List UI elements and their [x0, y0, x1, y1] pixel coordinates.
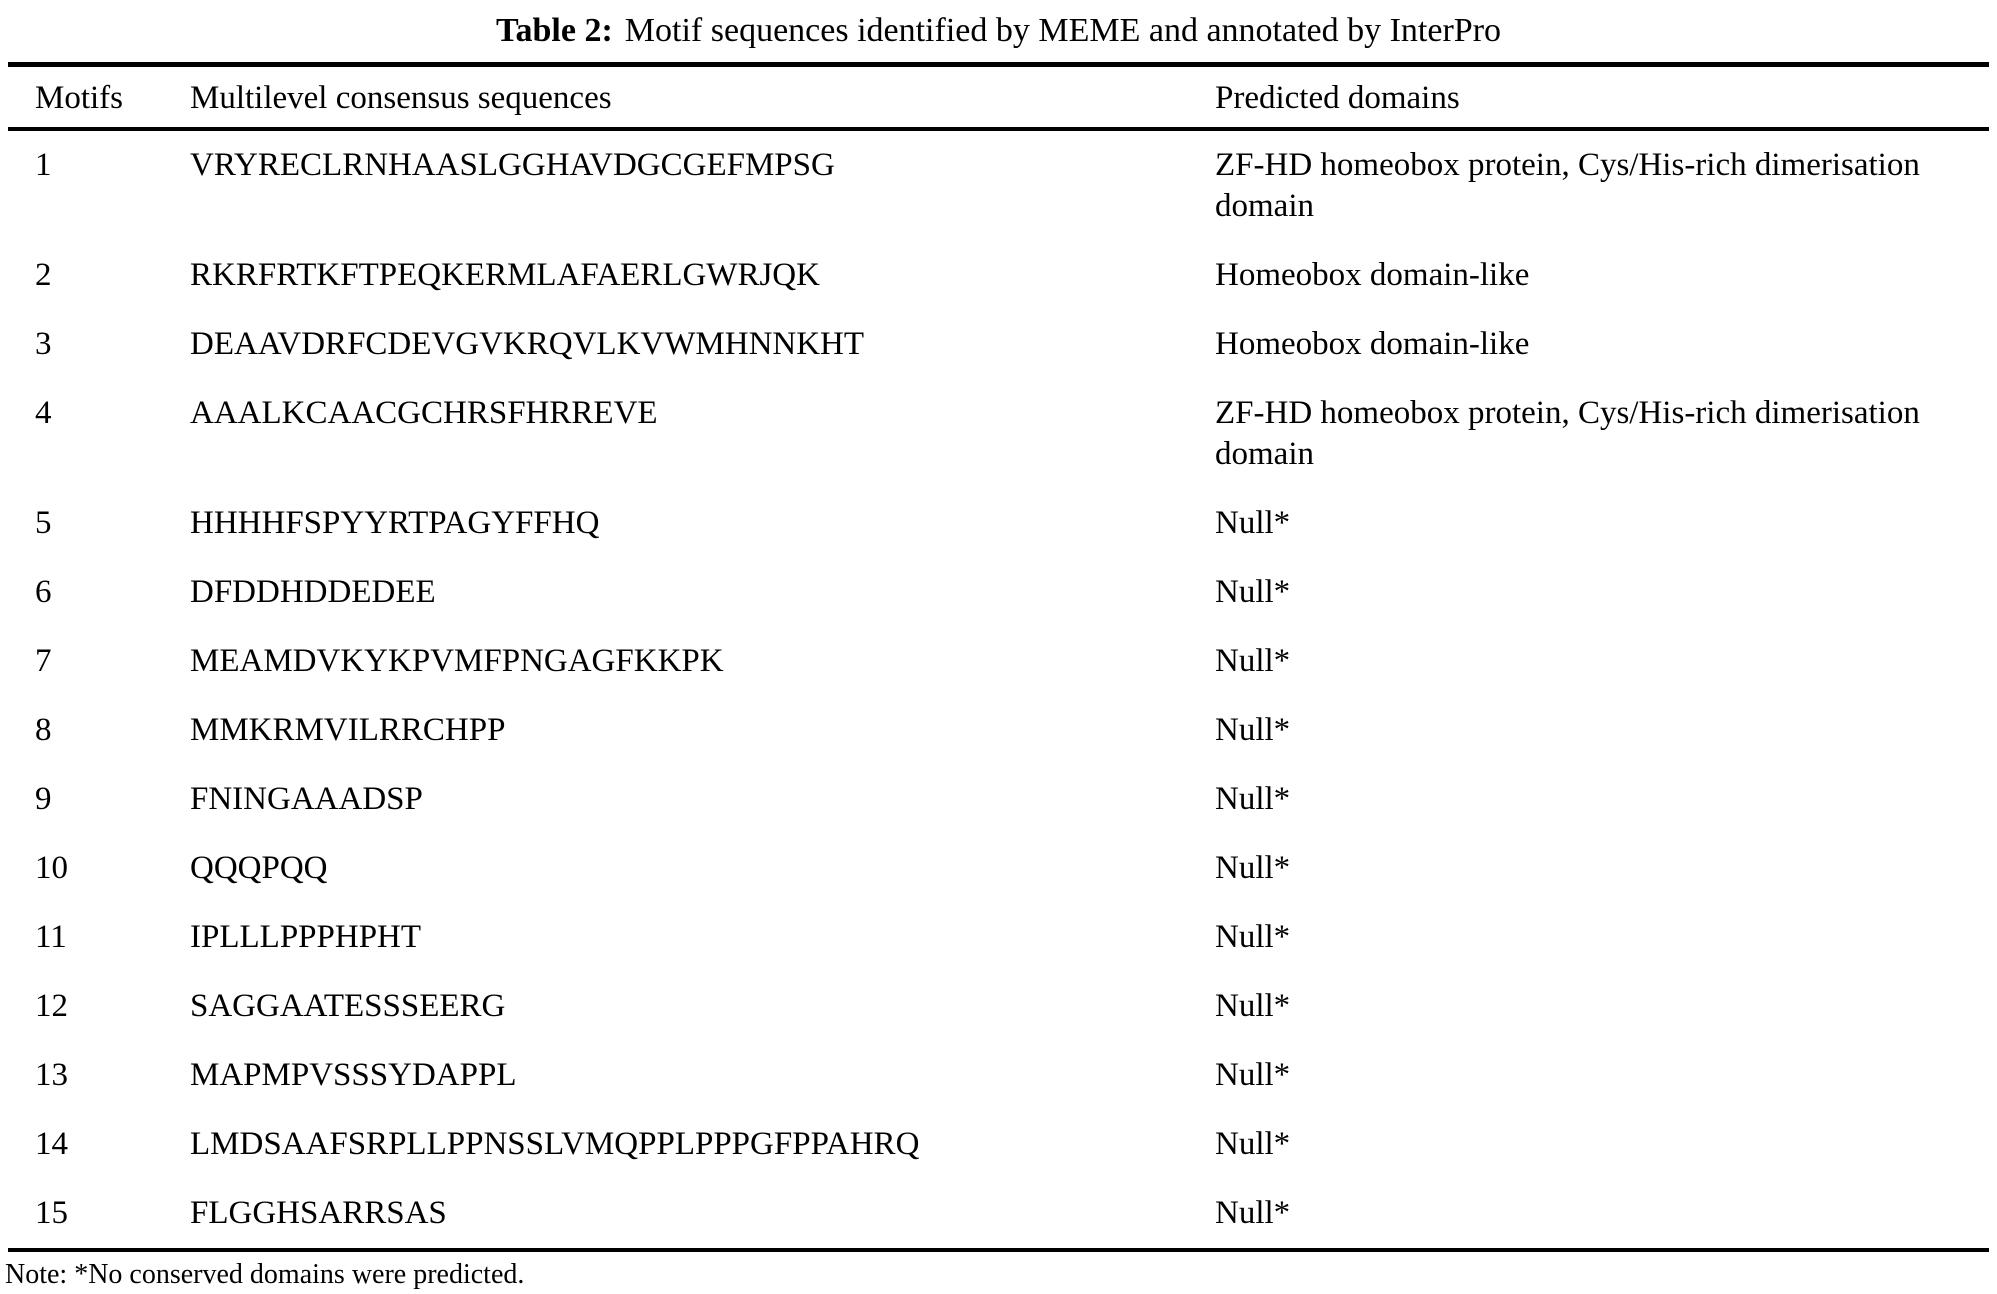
domain-cell: Null* [1215, 643, 1291, 679]
domain-cell: Null* [1215, 781, 1291, 817]
domain-cell: Null* [1215, 850, 1291, 886]
domain-cell: Null* [1215, 712, 1291, 748]
domain-cell: Null* [1215, 919, 1291, 955]
sequence-cell: LMDSAAFSRPLLPPNSSLVMQPPLPPPGFPPAHRQ [190, 1126, 920, 1162]
table-note: Note: *No conserved domains were predicted. [5, 1259, 525, 1290]
table-row [8, 379, 1989, 489]
table-row [8, 834, 1989, 903]
sequence-cell: MEAMDVKYKPVMFPNGAGFKKPK [190, 643, 724, 679]
table-row [8, 627, 1989, 696]
motif-number-cell: 9 [35, 781, 52, 817]
sequence-cell: FLGGHSARRSAS [190, 1195, 447, 1231]
sequence-cell: DEAAVDRFCDEVGVKRQVLKVWMHNNKHT [190, 326, 865, 362]
motif-number-cell: 15 [35, 1195, 68, 1231]
header-motifs: Motifs [35, 80, 124, 116]
table-row [8, 310, 1989, 379]
domain-cell: Null* [1215, 505, 1291, 541]
motif-number-cell: 2 [35, 257, 52, 293]
sequence-cell: MMKRMVILRRCHPP [190, 712, 506, 748]
motif-table [8, 62, 1989, 1252]
motif-number-cell: 8 [35, 712, 52, 748]
domain-cell: Homeobox domain-like [1215, 257, 1530, 293]
header-sequences: Multilevel consensus sequences [190, 80, 612, 116]
domain-cell: ZF-HD homeobox protein, Cys/His-rich dimerisation domain [1215, 395, 1920, 472]
domain-cell: Null* [1215, 988, 1291, 1024]
domain-cell: Null* [1215, 1195, 1291, 1231]
motif-number-cell: 1 [35, 147, 52, 183]
table-row [8, 696, 1989, 765]
table-row [8, 129, 1989, 241]
table-caption-label: Table 2: [495, 12, 613, 49]
motif-number-cell: 6 [35, 574, 52, 610]
motif-number-cell: 3 [35, 326, 52, 362]
table-row [8, 1110, 1989, 1179]
domain-cell: Null* [1215, 574, 1291, 610]
table-row [8, 489, 1989, 558]
sequence-cell: QQQPQQ [190, 850, 328, 886]
header-row [8, 65, 1989, 130]
table-caption-text: Motif sequences identified by MEME and annotated by InterPro [624, 12, 1502, 49]
header-domains: Predicted domains [1215, 80, 1460, 116]
table-row [8, 765, 1989, 834]
sequence-cell: VRYRECLRNHAASLGGHAVDGCGEFMPSG [190, 147, 835, 183]
motif-number-cell: 5 [35, 505, 52, 541]
motif-number-cell: 10 [35, 850, 68, 886]
table-row [8, 1041, 1989, 1110]
table-row [8, 903, 1989, 972]
table-row [8, 558, 1989, 627]
motif-number-cell: 11 [35, 919, 67, 955]
table-row [8, 972, 1989, 1041]
motif-number-cell: 7 [35, 643, 52, 679]
motif-number-cell: 12 [35, 988, 68, 1024]
sequence-cell: SAGGAATESSSEERG [190, 988, 506, 1024]
table-row [8, 1179, 1989, 1250]
domain-cell: Null* [1215, 1057, 1291, 1093]
sequence-cell: AAALKCAACGCHRSFHRREVE [190, 395, 658, 431]
sequence-cell: FNINGAAADSP [190, 781, 423, 817]
sequence-cell: RKRFRTKFTPEQKERMLAFAERLGWRJQK [190, 257, 820, 293]
sequence-cell: DFDDHDDEDEE [190, 574, 436, 610]
domain-cell: Null* [1215, 1126, 1291, 1162]
motif-number-cell: 13 [35, 1057, 68, 1093]
sequence-cell: HHHHFSPYYRTPAGYFFHQ [190, 505, 600, 541]
domain-cell: ZF-HD homeobox protein, Cys/His-rich dimerisation domain [1215, 147, 1920, 224]
sequence-cell: MAPMPVSSSYDAPPL [190, 1057, 517, 1093]
domain-cell: Homeobox domain-like [1215, 326, 1530, 362]
sequence-cell: IPLLLPPPHPHT [190, 919, 422, 955]
table-row [8, 241, 1989, 310]
table-caption [0, 0, 1997, 62]
motif-number-cell: 14 [35, 1126, 68, 1162]
motif-number-cell: 4 [35, 395, 52, 431]
